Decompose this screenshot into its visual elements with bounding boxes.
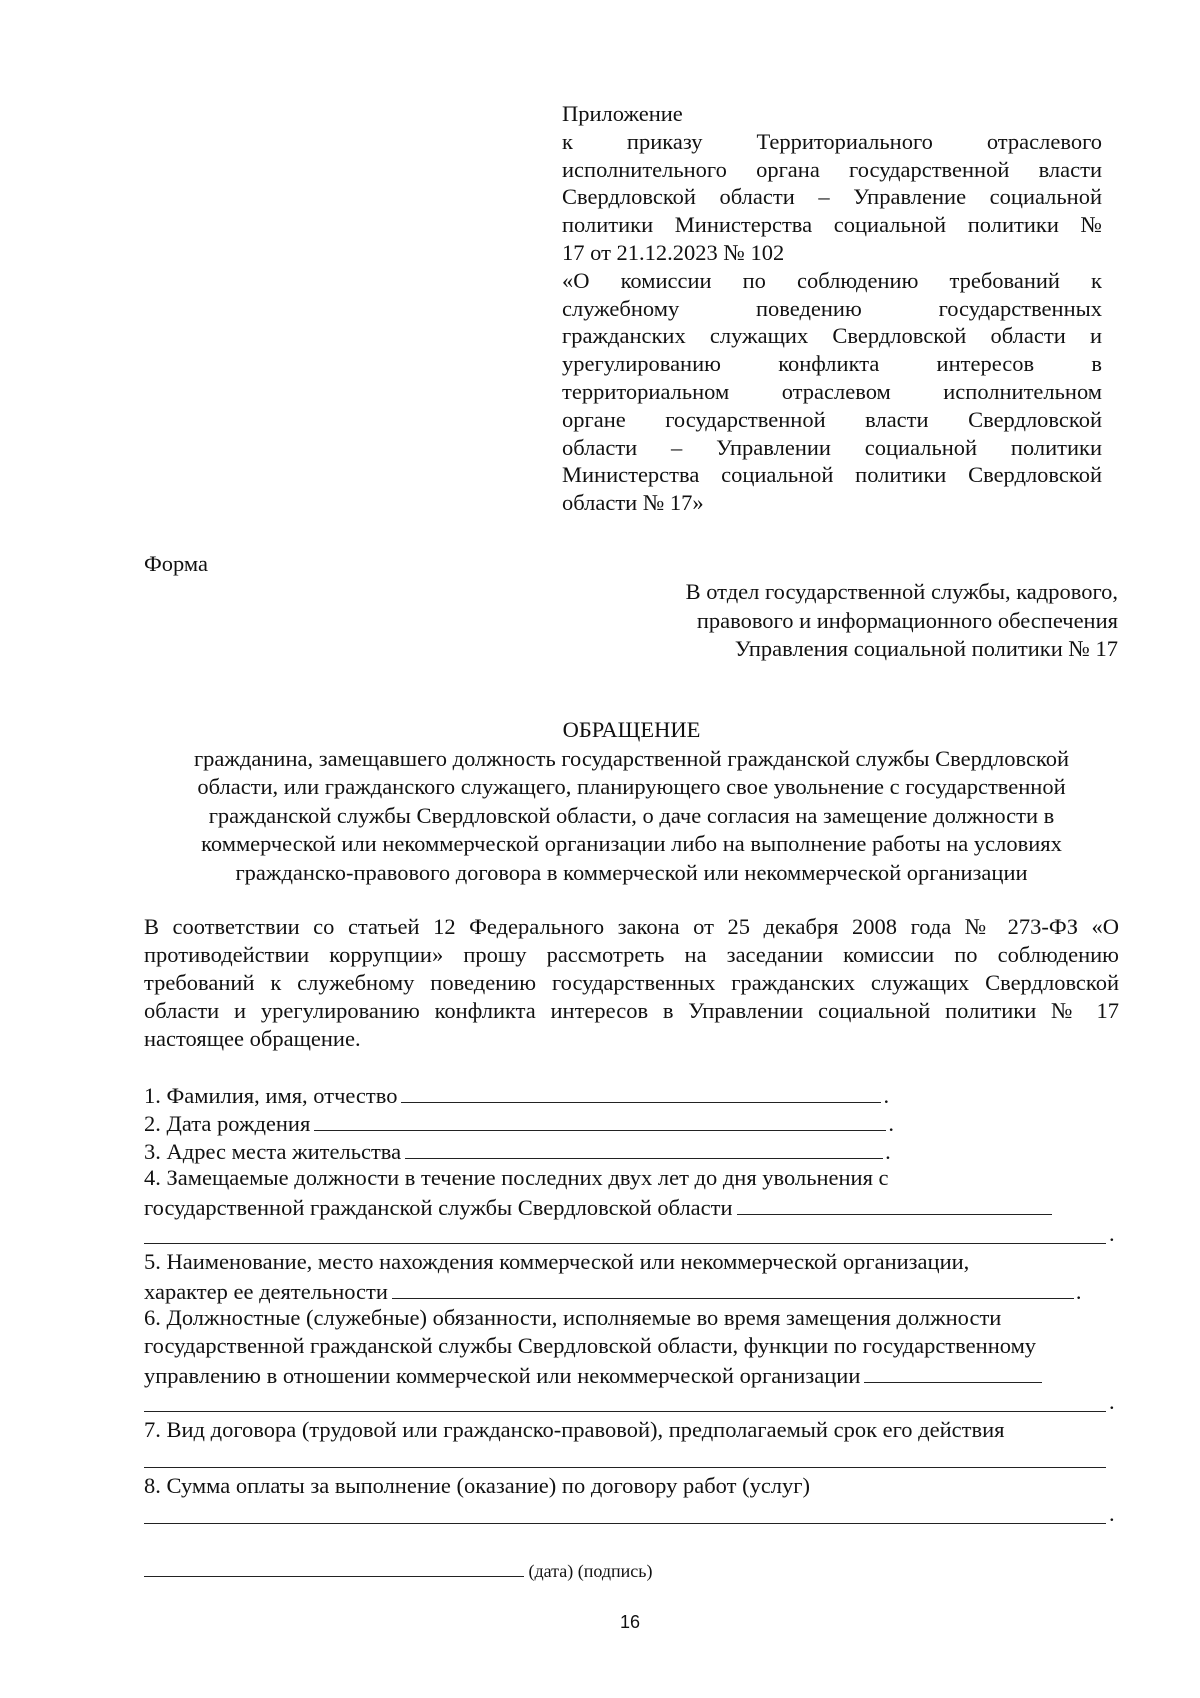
appendix-line: территориальном отраслевом исполнительном [562, 378, 1102, 404]
field-label: управлению в отношении коммерческой или некоммерческой организации [144, 1363, 861, 1388]
appendix-line: 17 от 21.12.2023 № 102 [562, 239, 785, 265]
addressee-block [558, 578, 1118, 664]
field-label: 8. Сумма оплаты за выполнение (оказание) по договору работ (услуг) [144, 1473, 811, 1498]
end-dot: . [1109, 1501, 1115, 1526]
appendix-line: Свердловской области – Управление социальной [562, 184, 1102, 210]
rule-line [144, 1523, 1106, 1524]
field-label: 6. Должностные (служебные) обязанности, исполняемые во время замещения должности [144, 1305, 1002, 1330]
addressee-line: правового и информационного обеспечения [696, 607, 1118, 633]
appendix-line: органе государственной власти Свердловской [562, 406, 1102, 432]
signature-line[interactable] [144, 1560, 524, 1577]
full-name-blank[interactable] [401, 1080, 881, 1103]
field-label: 5. Наименование, место нахождения коммерческой или некоммерческой организации, [144, 1249, 970, 1274]
rule-line [144, 1467, 1106, 1468]
end-dot: . [888, 1111, 894, 1136]
field-birth-date [144, 1108, 1119, 1136]
form-label: Форма [144, 551, 209, 576]
field-positions-line2 [144, 1192, 1119, 1220]
page-number: 16 [619, 1612, 641, 1632]
contract-type-blank[interactable] [144, 1444, 1119, 1472]
rule-line [144, 1411, 1106, 1412]
field-label: 1. Фамилия, имя, отчество [144, 1083, 398, 1108]
appendix-line: исполнительного органа государственной власти [562, 156, 1102, 182]
positions-continuation[interactable] [144, 1220, 1119, 1248]
field-label: характер ее деятельности [144, 1279, 388, 1304]
appendix-line: к приказу Территориального отраслевого [562, 128, 1102, 154]
field-label: 2. Дата рождения [144, 1111, 311, 1136]
appendix-line: урегулированию конфликта интересов в [562, 351, 1102, 377]
appendix-line: политики Министерства социальной политики № [562, 212, 1102, 238]
end-dot: . [883, 1083, 890, 1108]
duties-continuation[interactable] [144, 1388, 1119, 1416]
field-payment [144, 1472, 1119, 1500]
address-blank[interactable] [405, 1136, 883, 1159]
appendix-line: гражданских служащих Свердловской области и [562, 323, 1102, 349]
subtitle-line: гражданина, замещавшего должность государственной гражданской службы Свердловской [193, 746, 1070, 771]
appendix-line: Приложение [562, 101, 683, 126]
field-positions-line1 [144, 1164, 1119, 1192]
body-paragraph: В соответствии со статьей 12 Федерального закона от 25 декабря 2008 года № 273-ФЗ «О противодействии коррупции» прошу рассмотреть на заседании комиссии по соблюдению требований к служебному поведению государственных гражданских служащих Свердловской области и урегулированию конфликта интересов в Управлении социальной политики № 17 настоящее обращение. [144, 914, 1119, 1051]
organization-blank[interactable] [392, 1276, 1074, 1299]
positions-blank[interactable] [737, 1192, 1052, 1215]
field-duties-line1 [144, 1304, 1119, 1332]
duties-blank[interactable] [864, 1360, 1042, 1383]
field-label: 3. Адрес места жительства [144, 1139, 402, 1164]
addressee-line: Управления социальной политики № 17 [734, 636, 1118, 661]
field-organization-line2 [144, 1276, 1119, 1304]
end-dot: . [885, 1139, 891, 1164]
field-contract-type [144, 1416, 1119, 1444]
document-subtitle [144, 745, 1119, 887]
field-label: государственной гражданской службы Свердловской области, функции по государственному [144, 1333, 1037, 1358]
field-duties-line2 [144, 1332, 1119, 1360]
payment-blank[interactable] [144, 1500, 1119, 1528]
appendix-block [562, 100, 1102, 517]
field-label: 4. Замещаемые должности в течение последних двух лет до дня увольнения с [144, 1165, 889, 1190]
addressee-line: В отдел государственной службы, кадрового, [685, 579, 1118, 604]
end-dot: . [1109, 1389, 1115, 1414]
end-dot: . [1075, 1279, 1082, 1304]
document-title: ОБРАЩЕНИЕ [562, 717, 701, 742]
field-label: государственной гражданской службы Свердловской области [144, 1195, 733, 1220]
field-duties-line3 [144, 1360, 1119, 1388]
subtitle-line: гражданско-правового договора в коммерческой или некоммерческой организации [235, 859, 1028, 885]
rule-line [144, 1243, 1106, 1244]
field-address [144, 1136, 1119, 1164]
field-label: 7. Вид договора (трудовой или гражданско-правовой), предполагаемый срок его действия [144, 1417, 1005, 1442]
form-fields [144, 1080, 1119, 1528]
appendix-line: «О комиссии по соблюдению требований к [562, 267, 1102, 293]
birth-date-blank[interactable] [314, 1108, 886, 1131]
subtitle-line: коммерческой или некоммерческой организации либо на выполнение работы на условиях [201, 831, 1062, 857]
subtitle-line: области, или гражданского служащего, планирующего свое увольнение с государственной [197, 774, 1066, 800]
signature-row [144, 1560, 652, 1582]
appendix-line: служебному поведению государственных [562, 295, 1102, 321]
end-dot: . [1109, 1221, 1115, 1246]
signature-caption: (дата) (подпись) [528, 1561, 653, 1581]
field-full-name [144, 1080, 1119, 1108]
appendix-line: области – Управлении социальной политики [562, 434, 1102, 460]
field-organization-line1 [144, 1248, 1119, 1276]
subtitle-line: гражданской службы Свердловской области, о даче согласия на замещение должности в [208, 802, 1055, 828]
appendix-line: области № 17» [562, 490, 704, 516]
appendix-line: Министерства социальной политики Свердловской [562, 462, 1102, 488]
